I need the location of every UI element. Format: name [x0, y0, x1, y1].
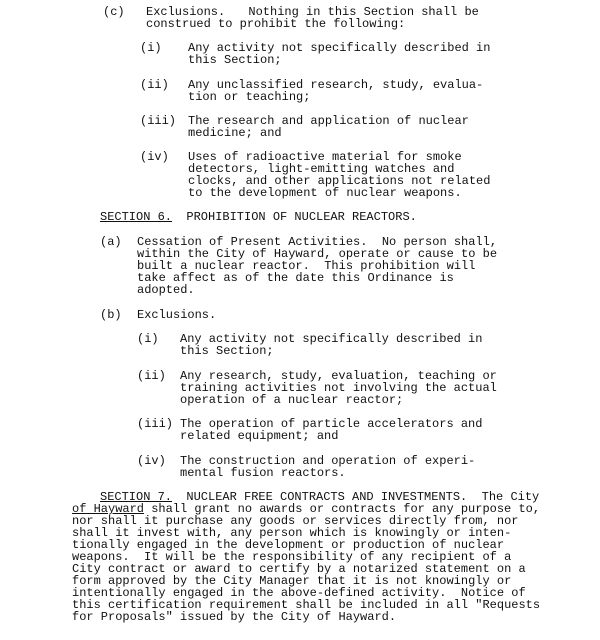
item-text: detectors, light-emitting watches and: [188, 162, 455, 176]
item-text: medicine; and: [188, 126, 282, 140]
item-text: operation of a nuclear reactor;: [180, 393, 404, 407]
item-text: The construction and operation of experi-: [180, 454, 476, 468]
subsection-text: adopted.: [137, 283, 195, 297]
item-marker: (i): [137, 332, 159, 346]
item-marker: (ii): [140, 78, 169, 92]
section-label: SECTION 6.: [100, 210, 173, 224]
item-marker: (iv): [140, 150, 169, 164]
paragraph-text: intentionally engaged in the above-defined activity. Notice of: [72, 586, 526, 600]
item-text: this Section;: [188, 53, 282, 67]
item-text: related equipment; and: [180, 429, 339, 443]
paragraph-text: this certification requirement shall be included in all "Requests: [72, 598, 541, 612]
paragraph-text: shall grant no awards or contracts for any purpose to,: [144, 502, 541, 516]
item-text: this Section;: [180, 344, 274, 358]
item-text: mental fusion reactors.: [180, 466, 346, 480]
subsection-text: within the City of Hayward, operate or cause to be: [137, 247, 498, 261]
section-title: NUCLEAR FREE CONTRACTS AND INVESTMENTS. The City: [172, 490, 540, 504]
item-marker: (iii): [137, 417, 174, 431]
paragraph-text: weapons. It will be the responsibility of any recipient of a: [72, 550, 512, 564]
item-text: Any activity not specifically described in: [180, 332, 483, 346]
item-text: Any research, study, evaluation, teaching or: [180, 369, 497, 383]
subsection-text: Nothing in this Section shall be: [234, 5, 479, 19]
paragraph-text: nor shall it purchase any goods or services directly from, nor: [72, 514, 519, 528]
paragraph-text: tionally engaged in the development or production of nuclear: [72, 538, 505, 552]
item-text: Any unclassified research, study, evalua-: [188, 78, 484, 92]
item-text: training activities not involving the actual: [180, 381, 497, 395]
subsection-heading: Exclusions.: [137, 308, 217, 322]
item-text: The research and application of nuclear: [188, 114, 469, 128]
item-text: Any activity not specifically described in: [188, 41, 491, 55]
paragraph-text: City contract or award to certify by a notarized statement on a: [72, 562, 526, 576]
item-text: Uses of radioactive material for smoke: [188, 150, 462, 164]
subsection-text: built a nuclear reactor. This prohibition will: [137, 259, 476, 273]
item-text: clocks, and other applications not related: [188, 174, 491, 188]
paragraph-text: shall it invest with, any person which is knowingly or inten-: [72, 526, 512, 540]
subsection-marker: (b): [100, 308, 122, 322]
subsection-marker: (a): [100, 235, 122, 249]
subsection-text: construed to prohibit the following:: [146, 17, 406, 31]
city-name-underlined: of Hayward: [72, 502, 145, 516]
subsection-marker: (c): [103, 5, 125, 19]
subsection-text: Cessation of Present Activities. No person shall,: [137, 235, 498, 249]
paragraph-text: form approved by the City Manager that it is not knowingly or: [72, 574, 512, 588]
item-marker: (ii): [137, 369, 166, 383]
subsection-text: take affect as of the date this Ordinance is: [137, 271, 454, 285]
item-text: The operation of particle accelerators and: [180, 417, 483, 431]
subsection-heading: Exclusions.: [146, 5, 226, 19]
section-label: SECTION 7.: [100, 490, 173, 504]
item-marker: (i): [140, 41, 162, 55]
paragraph-text: for Proposals" issued by the City of Hayward.: [72, 610, 397, 624]
item-text: to the development of nuclear weapons.: [188, 186, 462, 200]
item-marker: (iv): [137, 454, 166, 468]
item-text: tion or teaching;: [188, 90, 311, 104]
item-marker: (iii): [140, 114, 177, 128]
section-title: PROHIBITION OF NUCLEAR REACTORS.: [172, 210, 417, 224]
